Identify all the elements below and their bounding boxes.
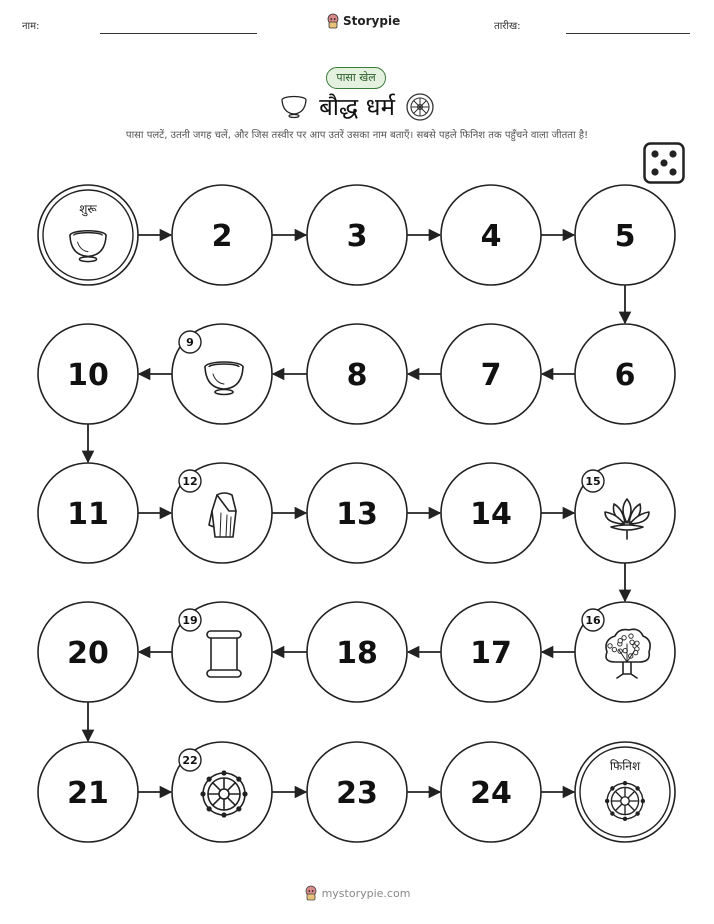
start-label: शुरू — [79, 202, 97, 216]
board-space[interactable] — [575, 324, 675, 424]
board-space[interactable] — [575, 185, 675, 285]
name-label: नाम: — [22, 21, 40, 32]
space-number: 17 — [470, 636, 512, 671]
footer — [0, 885, 714, 901]
space-number: 6 — [614, 358, 636, 393]
mascot-icon — [304, 885, 318, 901]
board-space[interactable] — [575, 463, 675, 563]
board-space[interactable] — [172, 602, 272, 702]
board-space[interactable] — [307, 324, 407, 424]
page-title: बौद्ध धर्म — [319, 93, 395, 121]
board-space[interactable] — [441, 463, 541, 563]
board-space[interactable] — [441, 602, 541, 702]
board-space[interactable] — [38, 742, 138, 842]
board-space[interactable] — [172, 324, 272, 424]
space-number: 3 — [346, 219, 368, 254]
space-number: 20 — [67, 636, 109, 671]
brand-name: Storypie — [343, 14, 401, 28]
space-number: 23 — [336, 776, 378, 811]
space-number: 7 — [480, 358, 502, 393]
board-space[interactable] — [307, 602, 407, 702]
space-number: 10 — [67, 358, 109, 393]
space-number: 21 — [67, 776, 109, 811]
space-number: 11 — [67, 497, 109, 532]
space-number: 4 — [480, 219, 502, 254]
board-space[interactable] — [172, 742, 272, 842]
board-space[interactable] — [38, 602, 138, 702]
board-space[interactable] — [307, 185, 407, 285]
board-space[interactable] — [307, 742, 407, 842]
board-space[interactable] — [172, 463, 272, 563]
space-number: 18 — [336, 636, 378, 671]
space-number: 14 — [470, 497, 512, 532]
space-number: 15 — [585, 475, 601, 488]
board-space[interactable] — [441, 742, 541, 842]
board-space[interactable] — [575, 602, 675, 702]
board-space[interactable] — [307, 463, 407, 563]
space-number: 5 — [614, 219, 636, 254]
dharma-wheel-icon — [606, 782, 645, 821]
footer-url: mystorypie.com — [321, 886, 411, 900]
board-space[interactable] — [172, 185, 272, 285]
date-label: तारीख: — [494, 21, 521, 32]
board-space[interactable] — [441, 185, 541, 285]
space-number: 13 — [336, 497, 378, 532]
board-space[interactable] — [38, 463, 138, 563]
finish-space[interactable] — [575, 742, 675, 842]
space-number: 19 — [182, 614, 198, 627]
space-number: 8 — [346, 358, 368, 393]
finish-label: फिनिश — [609, 759, 641, 773]
space-number: 24 — [470, 776, 512, 811]
space-number: 22 — [182, 754, 198, 767]
board-space[interactable] — [38, 324, 138, 424]
space-number: 12 — [182, 475, 198, 488]
game-type-badge: पासा खेल — [326, 67, 386, 89]
dharma-wheel-icon — [201, 771, 247, 817]
instructions: पासा पलटें, उतनी जगह चलें, और जिस तस्वीर पर आप उतरें उसका नाम बताएँ। सबसे पहले फिनिश तक पहुँचने वाला जीतता है! — [125, 130, 589, 141]
space-number: 9 — [186, 336, 194, 349]
space-number: 16 — [585, 614, 601, 627]
scroll-icon — [207, 631, 241, 677]
board-space[interactable] — [441, 324, 541, 424]
start-space[interactable] — [38, 185, 138, 285]
space-number: 2 — [211, 219, 233, 254]
